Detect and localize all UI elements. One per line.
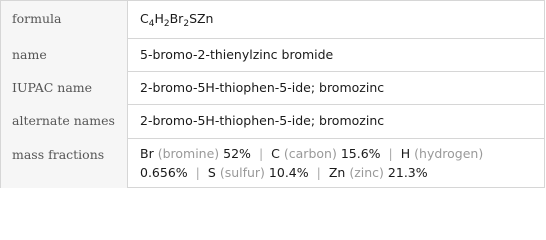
separator: | — [195, 165, 200, 180]
mass-fraction-item: S (sulfur) 10.4% — [207, 165, 309, 180]
separator: | — [316, 165, 321, 180]
value-cell — [128, 104, 544, 138]
mass-fraction-item: Zn (zinc) 21.3% — [328, 165, 428, 180]
iupac-name-value: 2-bromo-5H-thiophen-5-ide; bromozinc — [140, 80, 385, 95]
compound-name: 5-bromo-2-thienylzinc bromide — [140, 47, 334, 62]
row-label: IUPAC name — [12, 80, 93, 95]
row-formula — [1, 1, 544, 39]
alternate-names-value: 2-bromo-5H-thiophen-5-ide; bromozinc — [140, 113, 385, 128]
mass-fraction-item: H (hydrogen) — [400, 146, 484, 161]
mass-fraction-percent: 0.656% — [140, 165, 188, 180]
value-cell — [128, 138, 544, 188]
mass-fraction-line — [140, 146, 483, 161]
row-label: alternate names — [12, 113, 115, 128]
row-name — [1, 38, 544, 72]
label-cell — [1, 71, 128, 104]
label-cell — [1, 38, 128, 71]
separator: | — [258, 146, 264, 161]
row-iupac-name — [1, 71, 544, 105]
value-cell — [128, 71, 544, 104]
label-cell — [1, 104, 128, 138]
label-cell — [1, 138, 128, 188]
chemical-formula: $C_4H_2Br_2SZn$ — [140, 11, 214, 29]
separator: | — [388, 146, 393, 161]
mass-fraction-item: C (carbon) 15.6% — [271, 146, 381, 161]
row-mass-fractions — [1, 138, 544, 188]
mass-fraction-line — [140, 165, 428, 180]
row-label: mass fractions — [12, 147, 105, 162]
value-cell — [128, 38, 544, 71]
label-cell — [1, 1, 128, 38]
row-label: name — [12, 47, 47, 62]
value-cell — [128, 1, 544, 38]
row-alternate-names — [1, 104, 544, 139]
mass-fraction-item: Br (bromine) 52% — [140, 146, 251, 161]
row-label: formula — [12, 11, 62, 26]
